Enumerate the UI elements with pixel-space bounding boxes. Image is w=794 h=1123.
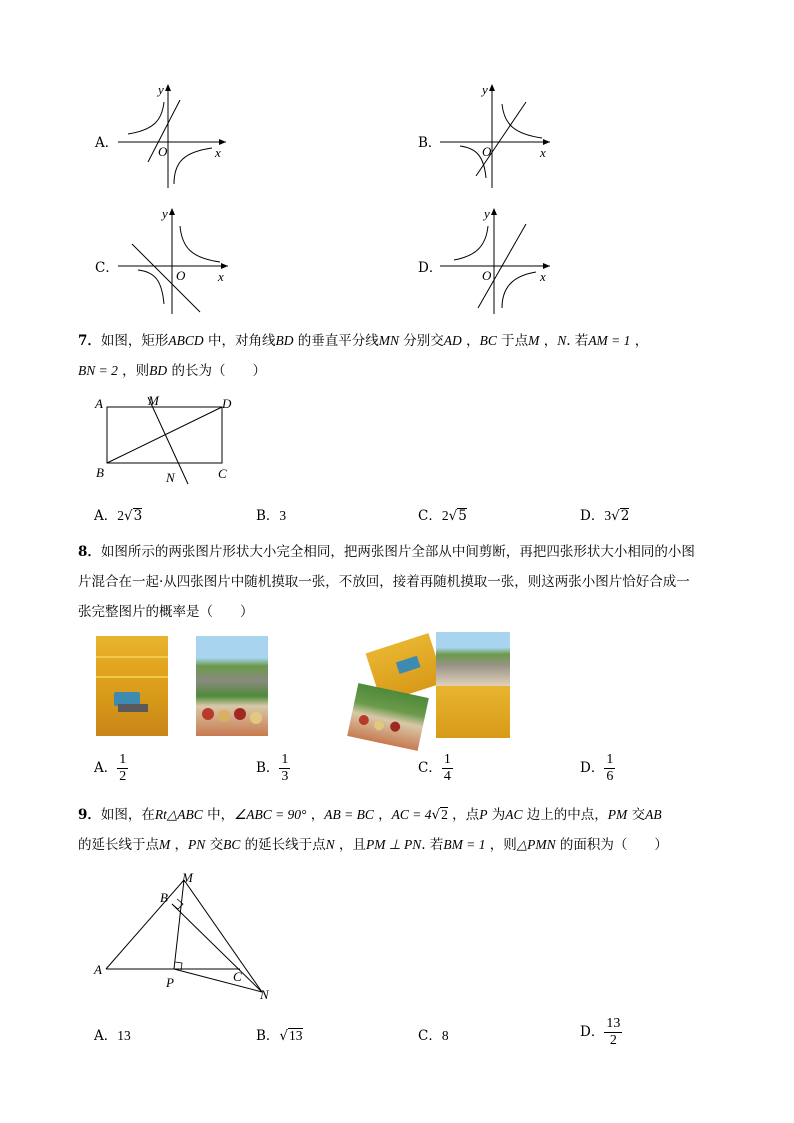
graph-b [440, 80, 555, 190]
svg-text:y: y [162, 206, 168, 221]
q8-option-a[interactable]: A． $\frac{1}{2}$ [94, 752, 127, 784]
svg-text:M: M [182, 870, 193, 885]
option-b-label: B． [418, 135, 442, 151]
rectangle-figure [90, 392, 250, 490]
q8-option-b[interactable]: B． $\frac{1}{3}$ [256, 752, 289, 784]
question-8-text: 8．如图所示的两张图片形状大小完全相同，把两张图片全部从中间剪断，再把四张形状大小相同的小图 片混合在一起·从四张图片中随机摸取一张，不放回，接着再随机摸取一张，则这两张小图片恰好合成一 张完整图片的概率是（ ） [78, 544, 695, 620]
option-c-label: C． [95, 260, 119, 276]
cut-piece-3 [347, 683, 429, 751]
svg-text:O: O [482, 268, 492, 283]
svg-text:M: M [148, 393, 159, 408]
svg-text:O: O [482, 144, 492, 159]
graph-c [118, 204, 233, 316]
svg-text:y: y [482, 82, 488, 97]
graph-a [118, 80, 230, 190]
village-photo [196, 636, 268, 736]
triangle-figure [90, 866, 290, 1006]
svg-text:A: A [94, 962, 102, 977]
cut-piece-2 [436, 632, 510, 688]
q8-option-c[interactable]: C． $\frac{1}{4}$ [418, 752, 451, 784]
svg-text:N: N [166, 470, 175, 485]
svg-text:x: x [540, 269, 546, 284]
x-axis-label: x [215, 145, 221, 160]
q9-option-a[interactable]: A．13 [94, 1028, 131, 1044]
q7-option-d[interactable]: D．3√2 [580, 508, 630, 524]
option-d-label: D． [418, 260, 443, 276]
question-9-text: 9．如图，在Rt△ABC 中，∠ABC = 90° ，AB = BC ，AC = 4√2 ，点P 为AC 边上的中点，PM 交AB 的延长线于点M ，PN 交BC 的延长线于点N ，且PM ⊥ PN. 若BM = 1 ，则△PMN 的面积为（ ） [78, 807, 668, 853]
svg-text:A: A [95, 396, 103, 411]
svg-text:C: C [218, 466, 227, 481]
svg-text:x: x [218, 269, 224, 284]
q7-option-c[interactable]: C．2√5 [418, 508, 467, 524]
svg-text:D: D [222, 396, 232, 411]
q9-option-c[interactable]: C．8 [418, 1028, 449, 1044]
question-7-text: 7．如图，矩形ABCD 中，对角线BD 的垂直平分线MN 分别交AD ，BC 于点M ，N. 若AM = 1 ， BN = 2 ，则BD 的长为（ ） [78, 333, 649, 379]
cut-piece-4 [436, 686, 510, 738]
svg-text:N: N [260, 987, 269, 1002]
rice-field-photo [96, 636, 168, 736]
q9-option-d[interactable]: D． $\frac{13}{2}$ [580, 1016, 621, 1048]
svg-text:y: y [484, 206, 490, 221]
q9-option-b[interactable]: B．√13 [256, 1028, 303, 1044]
q7-option-a[interactable]: A．2√3 [94, 508, 143, 524]
graph-d [440, 204, 555, 316]
svg-text:P: P [166, 975, 174, 990]
origin-label: O [158, 144, 168, 159]
svg-text:x: x [540, 145, 546, 160]
option-a-label: A． [95, 135, 119, 151]
y-axis-label: y [158, 82, 164, 97]
q7-option-b[interactable]: B．3 [256, 508, 287, 524]
svg-text:B: B [160, 890, 168, 905]
q8-option-d[interactable]: D． $\frac{1}{6}$ [580, 752, 614, 784]
svg-text:B: B [96, 465, 104, 480]
svg-text:C: C [233, 969, 242, 984]
svg-text:O: O [176, 268, 186, 283]
